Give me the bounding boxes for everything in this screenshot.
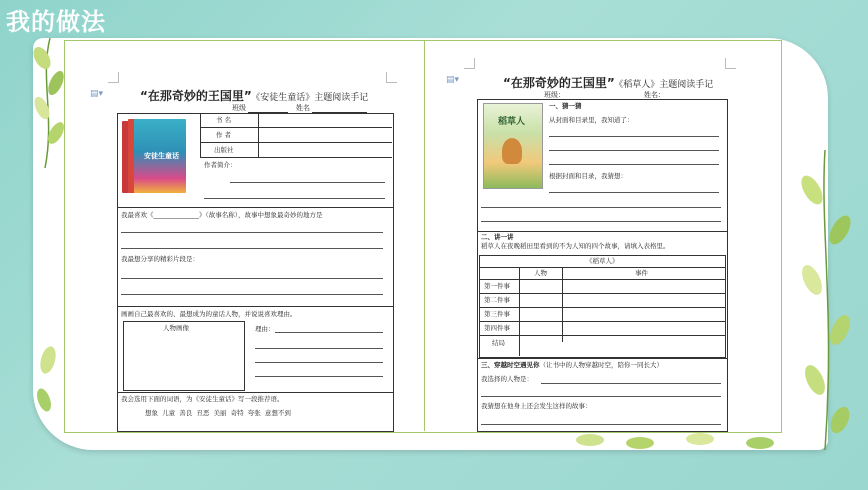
col-header-event: 事件 xyxy=(635,269,648,277)
name-label: 姓名 xyxy=(296,104,310,112)
name-label: 姓名： xyxy=(644,91,665,99)
page-heading: 我的做法 xyxy=(6,7,106,36)
info-label-publisher: 出版社 xyxy=(214,146,234,154)
guess-known-text: 从封面和目录里，我知道了： xyxy=(549,116,634,124)
section-travel-heading: 三、穿越时空遇见你 xyxy=(481,361,540,369)
crop-mark xyxy=(725,58,736,69)
question-favorite-story: 我最喜欢《______________》（故事名称），故事中想象最奇妙的地方是 xyxy=(121,211,323,219)
crop-mark xyxy=(108,72,119,83)
left-class-name-row xyxy=(232,103,375,113)
story-table-title: 《稻草人》 xyxy=(586,257,619,265)
row-label-ending: 结局 xyxy=(492,339,505,347)
question-share-passage: 我最想分享的精彩片段是： xyxy=(121,255,199,263)
question-draw-character: 画画自己最喜欢的、最想成为的童话人物，并说说喜欢理由。 xyxy=(121,310,297,318)
info-label-author: 作 者 xyxy=(216,131,232,139)
class-field[interactable] xyxy=(248,105,288,113)
left-book-cover xyxy=(122,117,186,195)
author-intro-label: 作者简介： xyxy=(204,161,237,169)
reason-label: 理由： xyxy=(255,325,275,333)
section-tell-title: 二、讲一讲 xyxy=(481,233,514,241)
document-icon: ▤▾ xyxy=(446,75,460,85)
portrait-label: 人物画像 xyxy=(163,324,189,332)
left-sheet-subtitle: 《安徒生童话》主题阅读手记 xyxy=(255,93,369,103)
right-book-cover xyxy=(483,103,543,189)
section-travel-title xyxy=(481,362,663,369)
document-icon: ▤▾ xyxy=(90,89,104,99)
word-list: 想象 儿童 善良 丑恶 美丽 奇特 夸张 意想不到 xyxy=(145,409,291,417)
question-recommendation: 我会选用下面的词语，为《安徒生童话》写一段推荐语。 xyxy=(121,395,284,403)
row-label-1: 第一件事 xyxy=(484,282,510,290)
row-label-2: 第二件事 xyxy=(484,296,510,304)
class-label: 班级： xyxy=(544,91,565,99)
right-sheet-subtitle: 《稻草人》主题阅读手记 xyxy=(618,80,714,90)
right-sheet-title: “在那奇妙的王国里” 《稻草人》主题阅读手记 xyxy=(503,76,714,90)
left-cover-title: 安徒生童话 xyxy=(144,152,179,160)
chosen-character-text: 我选择的人物是： xyxy=(481,375,533,383)
section-tell-desc: 稻草人在夜晚稻田里看到的不为人知的四个故事，请填入表格里。 xyxy=(481,242,670,250)
crop-mark xyxy=(464,58,475,69)
row-label-3: 第三件事 xyxy=(484,310,510,318)
class-label: 班级 xyxy=(232,104,246,112)
crop-mark xyxy=(386,72,397,83)
leaf-decoration-right xyxy=(790,150,860,450)
page-divider xyxy=(424,40,425,431)
col-header-character: 人物 xyxy=(534,269,547,277)
info-label-title: 书 名 xyxy=(216,116,232,124)
section-travel-note: （让书中的人物穿越时空，陪你一同长大） xyxy=(539,361,663,369)
left-sheet-title: “在那奇妙的王国里” 《安徒生童话》主题阅读手记 xyxy=(140,89,369,103)
right-cover-title: 稻草人 xyxy=(498,117,526,127)
imagined-story-text: 我猜想在他身上还会发生这样的故事： xyxy=(481,402,592,410)
row-label-4: 第四件事 xyxy=(484,324,510,332)
guess-predict-text: 根据封面和目录，我猜想： xyxy=(549,172,627,180)
name-field[interactable] xyxy=(312,105,367,113)
section-guess-title: 一、猜一猜 xyxy=(549,102,582,110)
